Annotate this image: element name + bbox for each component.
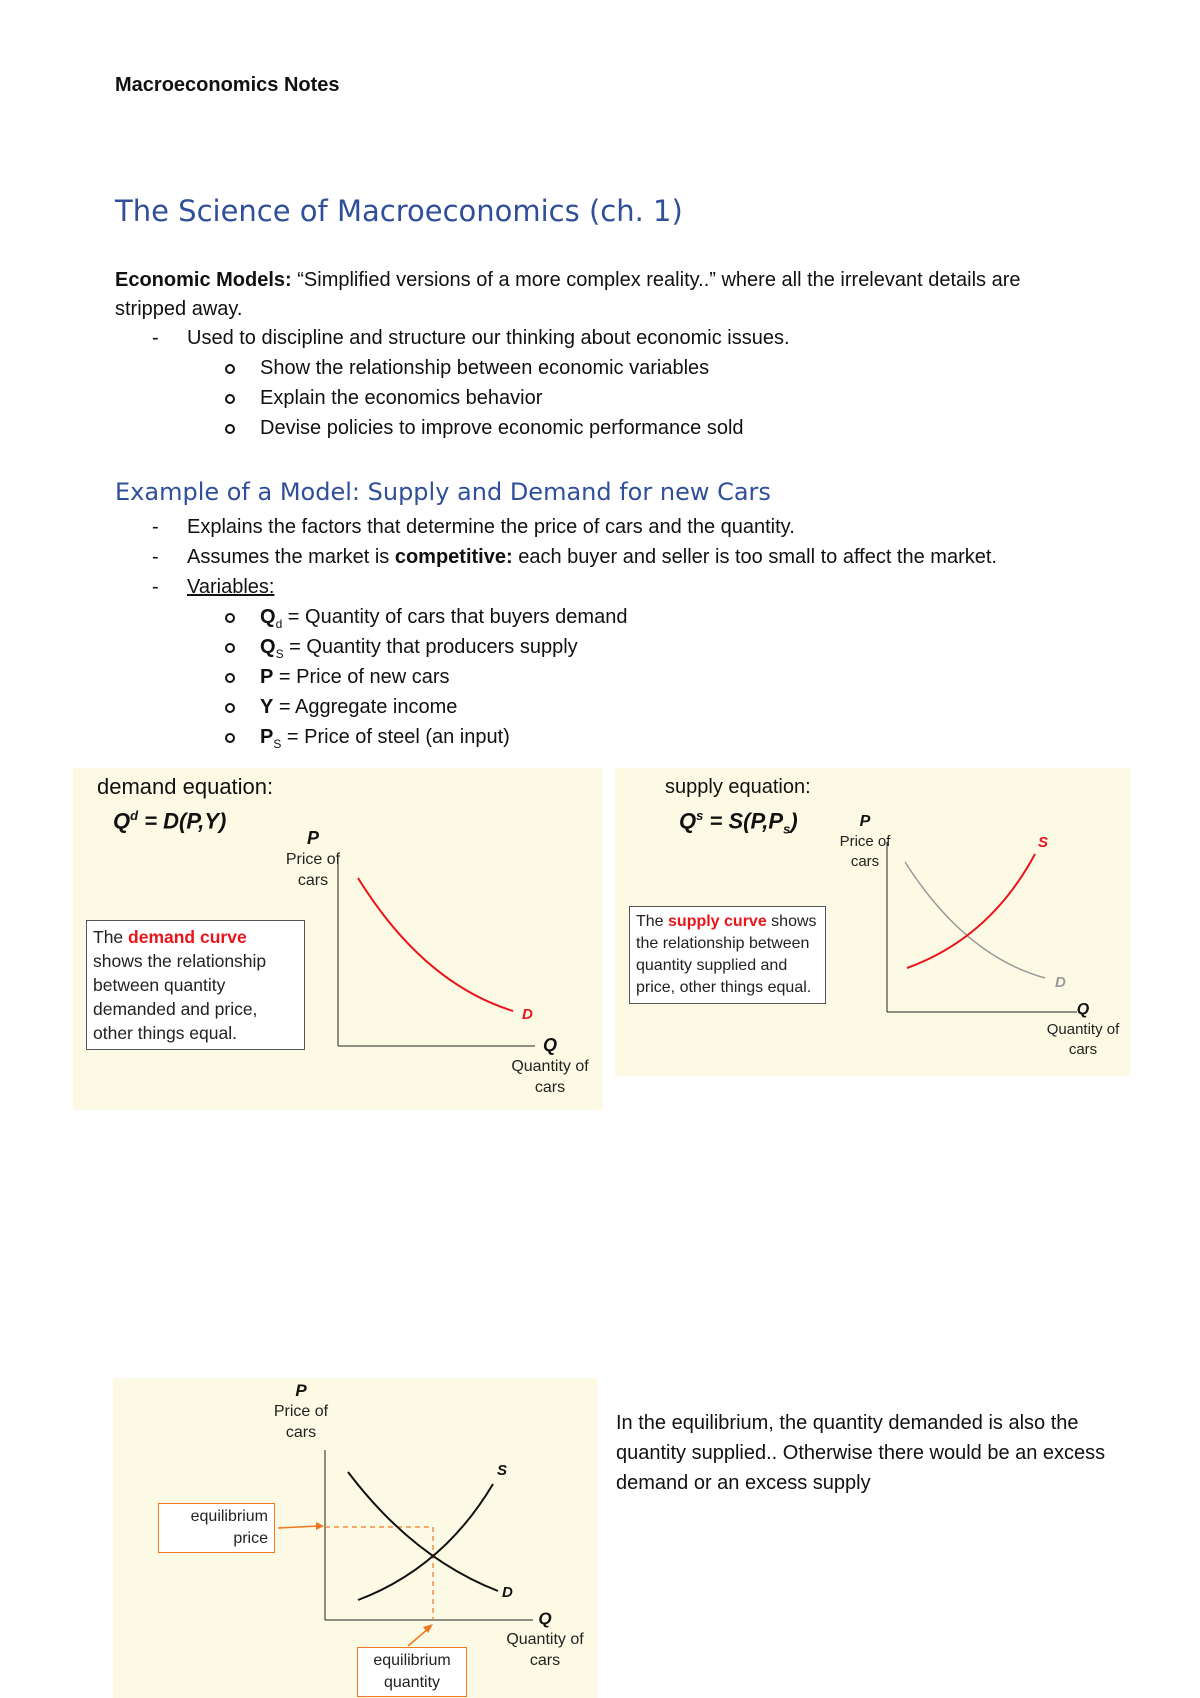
equilibrium-figure <box>113 1378 598 1698</box>
list-item: - Assumes the market is competitive: each buyer and seller is too small to affect the market. <box>152 546 997 568</box>
variable-item: $Q_S$ = Quantity that producers supply <box>115 633 1115 663</box>
price-arrow <box>278 1526 319 1528</box>
definition-text: “Simplified versions of a more complex reality..” where all the irrelevant details are stripped away. <box>115 269 1021 320</box>
price-arrowhead <box>316 1522 324 1530</box>
demand-curve <box>348 1472 498 1591</box>
demand-curve-label: D <box>522 1006 533 1023</box>
supply-figure <box>615 768 1130 1076</box>
variables-label: Variables: <box>187 576 275 598</box>
page-header: Macroeconomics Notes <box>115 74 340 96</box>
demand-p-axis-label: P Price of cars <box>285 828 341 889</box>
term-competitive: competitive: <box>394 546 513 568</box>
demand-curve-label: D <box>502 1584 513 1601</box>
equilibrium-quantity-callout: equilibrium quantity <box>357 1647 467 1697</box>
variable-item: Y = Aggregate income <box>115 693 1115 723</box>
supply-curve <box>358 1484 493 1600</box>
list-item: Devise policies to improve economic performance sold <box>115 414 1115 444</box>
economic-models-definition <box>115 266 1095 324</box>
variable-item: $Q_d$ = Quantity of cars that buyers demand <box>115 603 1115 633</box>
variable-item: $P_S$ = Price of steel (an input) <box>115 723 1115 753</box>
list-item: - Variables: <box>152 576 275 598</box>
variable-item: P = Price of new cars <box>115 663 1115 693</box>
demand-equation: $Q^d = D(P,Y)$ <box>113 808 227 834</box>
supply-curve-label: S <box>1038 834 1049 851</box>
equilibrium-price-callout: equilibrium price <box>158 1503 275 1553</box>
supply-curve-label: S <box>497 1462 508 1479</box>
quantity-arrow <box>408 1628 429 1646</box>
models-list <box>115 324 1115 444</box>
supply-curve <box>907 854 1035 968</box>
demand-curve-label: D <box>1055 974 1066 991</box>
supply-curve-callout: The supply curve shows the relationship between quantity supplied and price, other things equal. <box>629 906 826 1004</box>
list-item: Show the relationship between economic variables <box>115 354 1115 384</box>
term-economic-models: Economic Models: <box>115 269 292 291</box>
demand-curve <box>358 878 513 1011</box>
supply-equation: $Q^s = S(P,P_s)$ <box>679 808 798 837</box>
example-heading: Example of a Model: Supply and Demand for new Cars <box>115 478 771 506</box>
equilibrium-p-axis-label: P Price of cars <box>273 1381 329 1441</box>
demand-figure <box>73 768 603 1110</box>
supply-q-axis-label: Q Quantity of cars <box>1046 1001 1120 1058</box>
equilibrium-q-axis-label: Q Quantity of cars <box>506 1609 584 1669</box>
demand-equation-title: demand equation: <box>97 774 274 799</box>
list-item: - Explains the factors that determine the price of cars and the quantity. <box>152 516 795 538</box>
demand-q-axis-label: Q Quantity of cars <box>511 1035 589 1096</box>
example-list <box>115 513 1115 753</box>
equilibrium-note: In the equilibrium, the quantity demanded is also the quantity supplied.. Otherwise there would be an excess demand or an excess supply <box>616 1412 1106 1494</box>
demand-curve-callout: The demand curve shows the relationship between quantity demanded and price, other things equal. <box>86 920 305 1050</box>
list-item: Explain the economics behavior <box>115 384 1115 414</box>
supply-p-axis-label: P Price of cars <box>839 813 891 870</box>
section-title: The Science of Macroeconomics (ch. 1) <box>115 194 683 228</box>
list-item: - Used to discipline and structure our thinking about economic issues. <box>152 327 790 349</box>
supply-equation-title: supply equation: <box>665 776 811 798</box>
